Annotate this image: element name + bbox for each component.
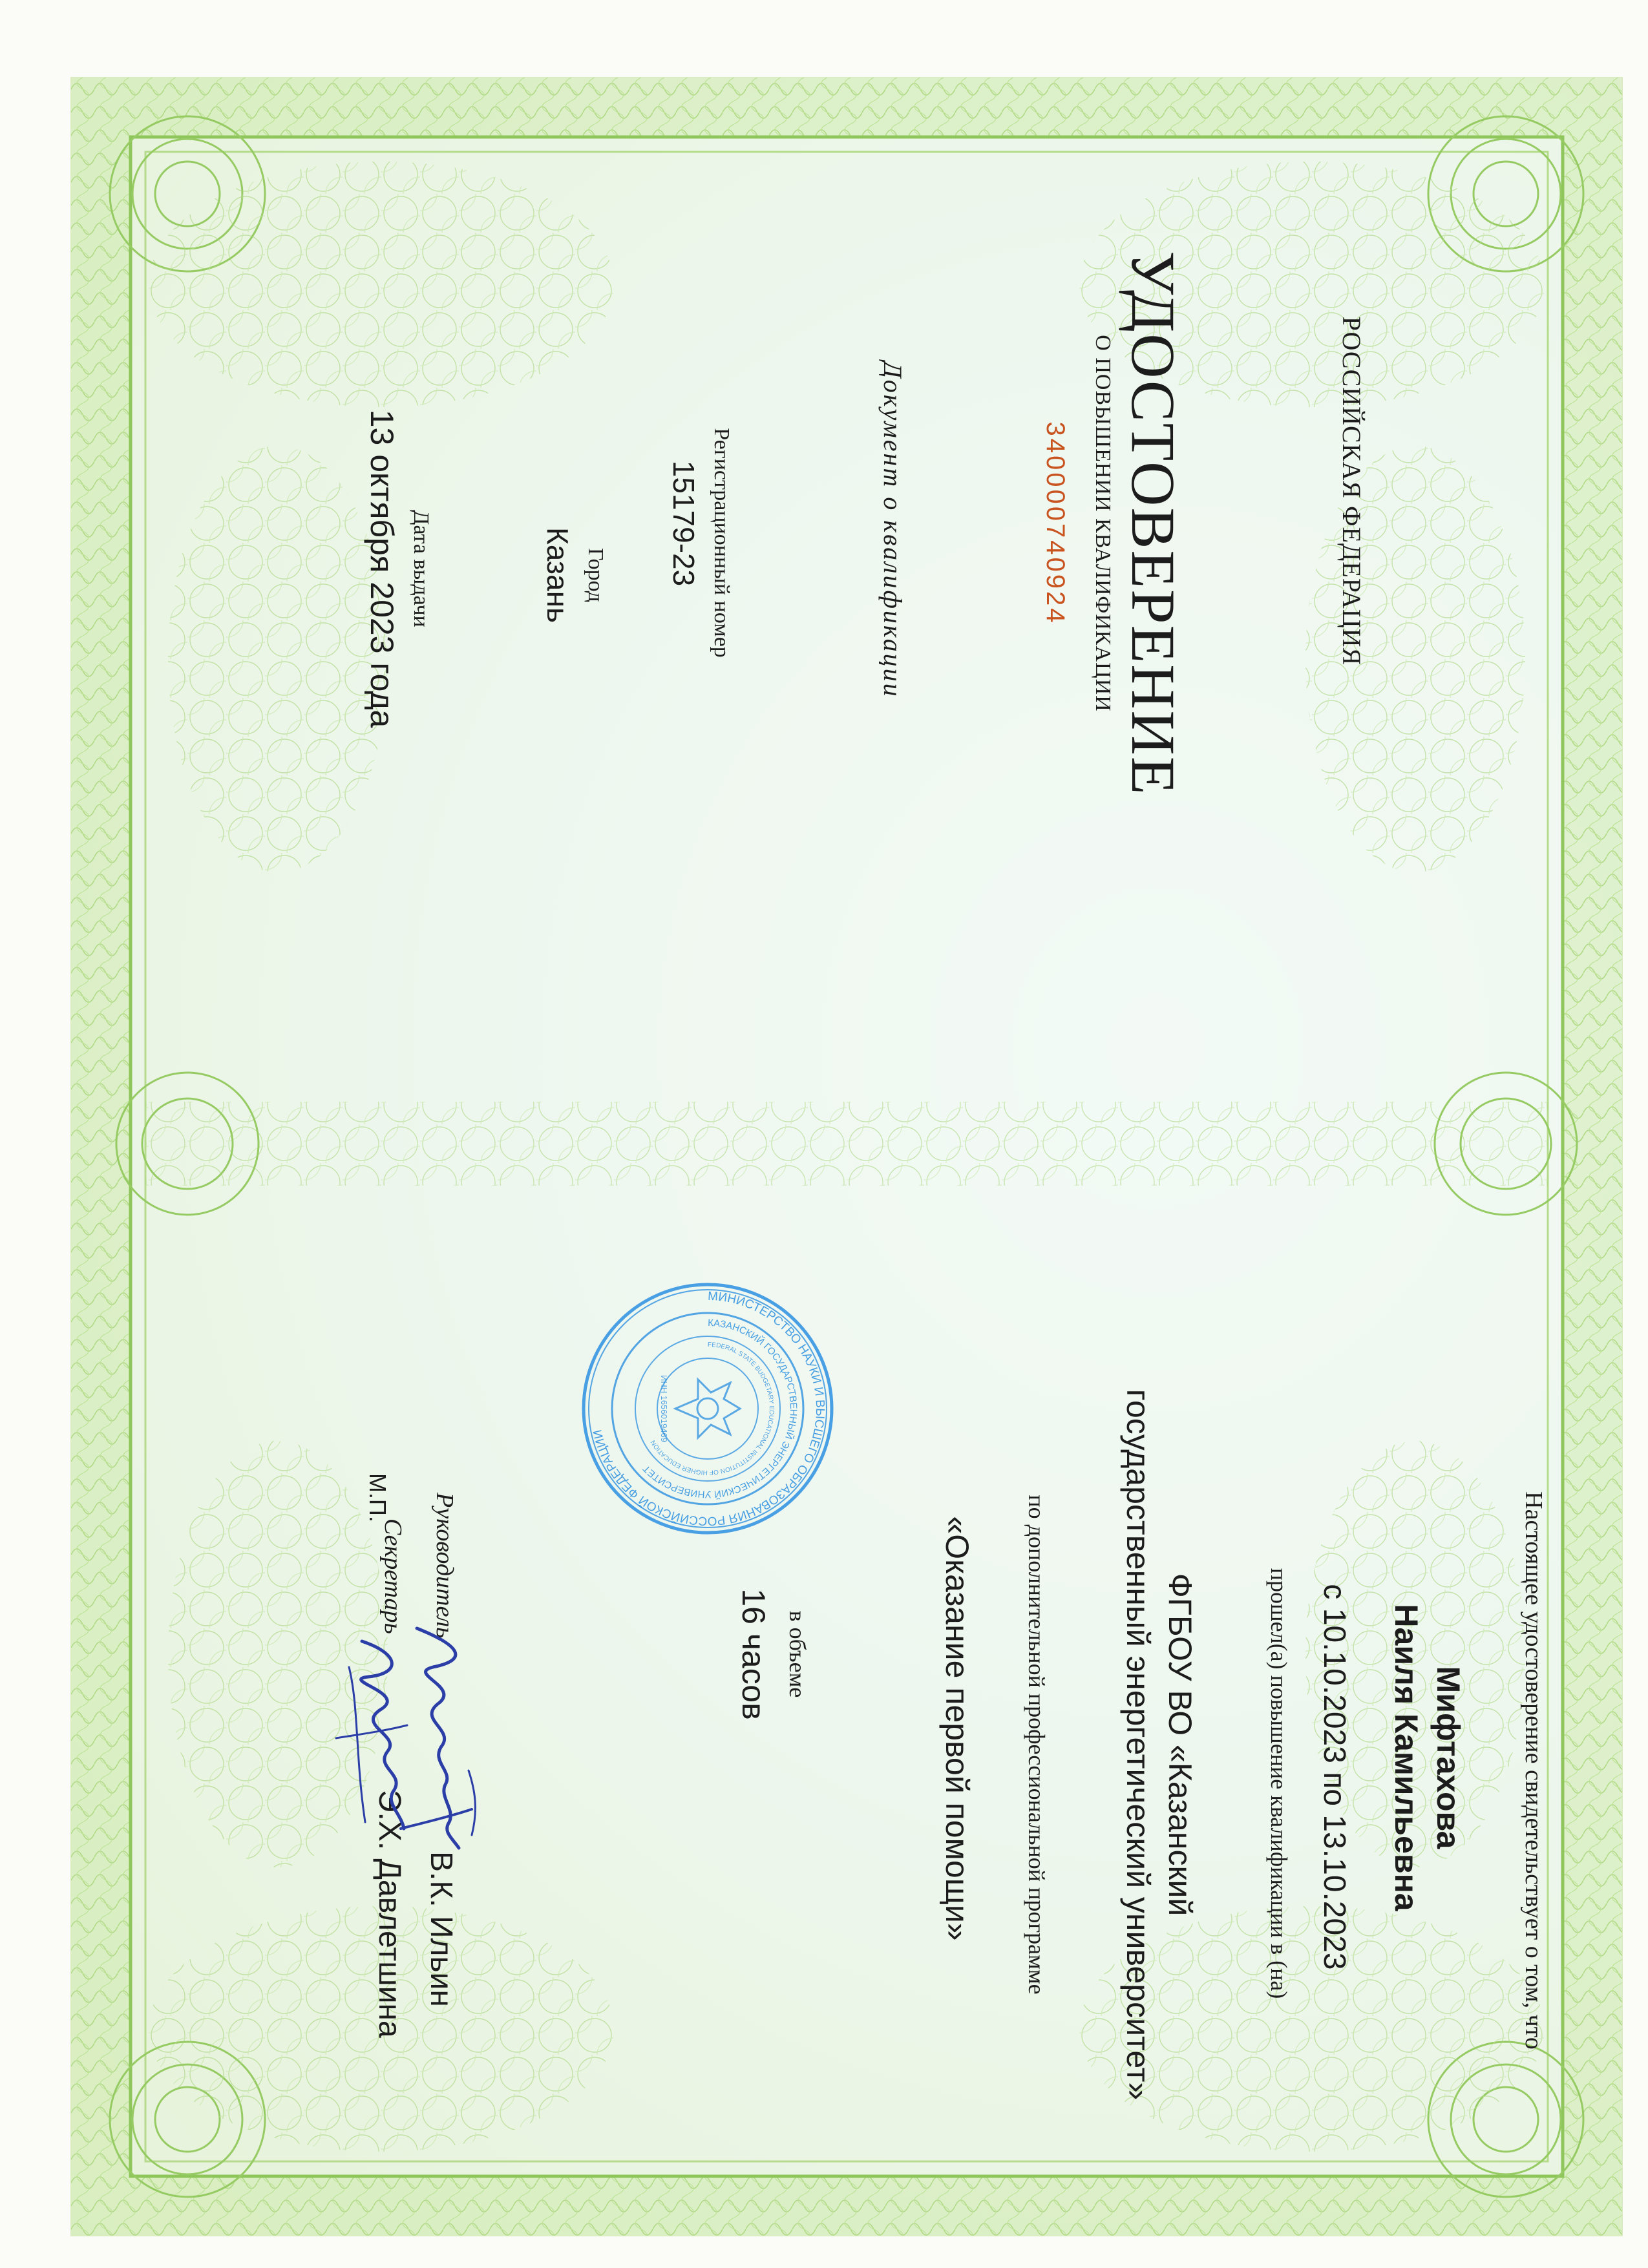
reg-number-label: Регистрационный номер — [710, 428, 734, 658]
passed-label: прошел(а) повышение квалификации в (на) — [1266, 1568, 1292, 1999]
volume-label: в объеме — [785, 1610, 810, 1698]
document-type: Документ о квалификации — [878, 361, 907, 698]
secretary-label: Секретарь — [379, 1518, 407, 1634]
secretary-signature — [330, 1628, 420, 1842]
issue-date: 13 октября 2023 года — [364, 409, 400, 728]
seal-center-text: ИНН 1656019469 — [659, 1374, 669, 1443]
seal-outer-text: МИНИСТЕРСТВО НАУКИ И ВЫСШЕГО ОБРАЗОВАНИЯ РОССИЙСКОЙ ФЕДЕРАЦИИ — [591, 1289, 827, 1528]
eagle-emblem-icon — [675, 1380, 740, 1438]
certificate-sheet — [71, 78, 1622, 2236]
issue-date-label: Дата выдачи — [409, 510, 433, 627]
seal-inner-text: КАЗАНСКИЙ ГОСУДАРСТВЕННЫЙ ЭНЕРГЕТИЧЕСКИЙ УНИВЕРСИТЕТ — [640, 1317, 799, 1500]
head-label: Руководитель — [431, 1493, 458, 1639]
stamp-label: М.П. — [364, 1473, 391, 1522]
serial-number: 340000740924 — [1041, 421, 1070, 625]
city-label: Город — [584, 548, 607, 602]
official-seal — [578, 1279, 837, 1538]
seal-english-text: FEDERAL STATE BUDGETARY EDUCATIONAL INSTITUTION OF HIGHER EDUCATION — [650, 1341, 776, 1476]
head-name: В.К. Ильин — [424, 1851, 458, 2007]
organization-line-2: государственный энергетический университет» — [1120, 1389, 1156, 2101]
program-label: по дополнительной профессиональной программе — [1024, 1495, 1050, 1995]
city: Казань — [541, 527, 575, 623]
reg-number: 15179-23 — [667, 460, 701, 587]
holder-surname: Мифтахова — [1430, 1666, 1466, 1849]
secretary-name: Э.Х. Давлетшина — [372, 1790, 407, 2038]
document-subtitle: О ПОВЫШЕНИИ КВАЛИФИКАЦИИ — [1091, 335, 1115, 712]
program-name: «Оказание первой помощи» — [939, 1516, 975, 1941]
intro-text: Настоящее удостоверение свидетельствует о том, что — [1520, 1491, 1547, 2050]
study-period: с 10.10.2023 по 13.10.2023 — [1317, 1584, 1351, 1970]
organization-line-1: ФГБОУ ВО «Казанский — [1162, 1573, 1198, 1916]
certificate-content — [71, 78, 1622, 2236]
document-title: УДОСТОВЕРЕНИЕ — [1119, 251, 1188, 796]
volume-hours: 16 часов — [735, 1588, 772, 1720]
country-label: РОССИЙСКАЯ ФЕДЕРАЦИЯ — [1337, 316, 1366, 666]
holder-name: Наиля Камильевна — [1388, 1604, 1424, 1911]
